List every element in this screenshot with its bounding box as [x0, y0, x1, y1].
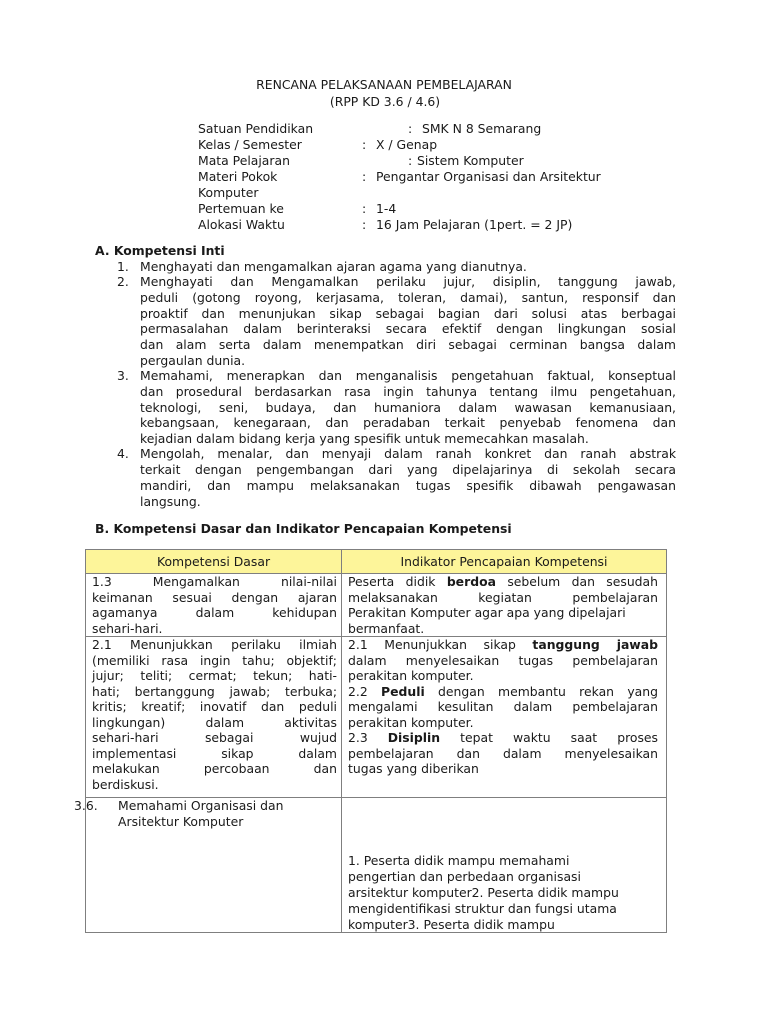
ipk-line: Perakitan Komputer agar apa yang dipelajari — [348, 605, 626, 620]
alokasi-colon: : — [362, 217, 367, 232]
pertemuan-value: 1-4 — [376, 201, 397, 216]
ipk-line: bermanfaat. — [348, 620, 425, 636]
mapel-label: Mata Pelajaran — [198, 153, 290, 168]
ipk-keyword: Disiplin — [387, 730, 441, 745]
ki-line: Menghayati dan mengamalkan ajaran agama yang dianutnya. — [140, 259, 527, 274]
document-subtitle: (RPP KD 3.6 / 4.6) — [329, 94, 441, 109]
ipk-cell — [342, 574, 667, 637]
document-title: RENCANA PELAKSANAAN PEMBELAJARAN — [256, 77, 512, 92]
kelas-label: Kelas / Semester — [198, 137, 302, 152]
satuan-value: SMK N 8 Semarang — [422, 121, 542, 136]
alokasi-value: 16 Jam Pelajaran (1pert. = 2 JP) — [376, 217, 573, 232]
kd-line: sehari-hari. — [92, 620, 163, 636]
header-indikator: Indikator Pencapaian Kompetensi — [342, 550, 667, 574]
materi-value-cont: Komputer — [198, 185, 259, 200]
kelas-colon: : — [362, 137, 367, 152]
ki-line: Memahami, menerapkan dan menganalisis pengetahuan faktual, konseptual — [140, 368, 676, 383]
ki-line: dan alam serta dalam menempatkan diri sebagai cerminan bangsa dalam — [140, 337, 676, 352]
section-a-heading: A. Kompetensi Inti — [95, 243, 225, 258]
kelas-value: X / Genap — [376, 137, 438, 152]
kd-number: 3.6. — [74, 798, 98, 813]
ipk-line: komputer3. Peserta didik mampu — [348, 917, 555, 932]
ipk-keyword: tanggung jawab — [532, 637, 658, 652]
ipk-line: perakitan komputer. — [348, 668, 474, 683]
ki-line: permasalahan dalam berinteraksi secara efektif dengan lingkungan sosial — [140, 321, 676, 336]
mapel-colon: : — [408, 153, 413, 168]
kd-cell — [74, 798, 342, 933]
satuan-label: Satuan Pendidikan — [198, 121, 314, 136]
kd-line: implementasi sikap dalam — [92, 745, 337, 761]
kd-line: (memiliki rasa ingin tahu; objektif; — [92, 652, 337, 668]
ki-line: terkait dengan pengembangan dari yang dipelajarinya di sekolah secara — [140, 462, 676, 477]
alokasi-label: Alokasi Waktu — [198, 217, 285, 232]
pertemuan-colon: : — [362, 201, 367, 216]
ipk-cell — [342, 798, 667, 933]
ipk-line: mengidentifikasi struktur dan fungsi utama — [348, 901, 617, 916]
satuan-colon: : — [408, 121, 413, 136]
ki-line: pergaulan dunia. — [140, 353, 246, 368]
ipk-line: perakitan komputer. — [348, 714, 474, 730]
kd-line: melakukan percobaan dan — [92, 761, 337, 776]
mapel-value: Sistem Komputer — [417, 153, 524, 168]
ki-line: dan prosedural berdasarkan rasa ingin tahunya tentang ilmu pengetahuan, — [140, 384, 676, 399]
section-b-heading: B. Kompetensi Dasar dan Indikator Pencapaian Kompetensi — [95, 521, 512, 536]
materi-label: Materi Pokok — [198, 169, 278, 184]
ipk-line: 1. Peserta didik mampu memahami — [348, 853, 570, 868]
ipk-line: 2.1 Menunjukkan sikap tanggung jawab — [348, 637, 658, 652]
kd-line: Memahami Organisasi dan — [118, 798, 284, 813]
ki-number: 3. — [117, 368, 129, 383]
ipk-line: 2.3 Disiplin tepat waktu saat proses — [348, 730, 659, 745]
kd-line: kritis; kreatif; inovatif dan peduli — [92, 699, 337, 714]
ki-line: Mengolah, menalar, dan menyaji dalam ranah konkret dan ranah abstrak — [140, 446, 676, 461]
ipk-line: 2.2 Peduli dengan membantu rekan yang — [348, 683, 658, 699]
ipk-keyword: Peduli — [381, 683, 425, 699]
table-row — [86, 637, 667, 798]
kd-line: lingkungan) dalam aktivitas — [92, 714, 337, 730]
ipk-cell — [342, 637, 667, 798]
ipk-line: arsitektur komputer2. Peserta didik mampu — [348, 885, 619, 900]
ipk-keyword: berdoa — [446, 574, 496, 589]
kd-line: hati; bertanggung jawab; terbuka; — [92, 683, 337, 699]
materi-value: Pengantar Organisasi dan Arsitektur — [376, 169, 601, 184]
kd-line: Arsitektur Komputer — [118, 814, 244, 829]
table-row — [86, 574, 667, 637]
table-row — [86, 798, 667, 933]
ki-line: proaktif dan menunjukan sikap sebagai bagian dari solusi atas berbagai — [140, 306, 676, 321]
ki-line: kebangsaan, kenegaraan, dan peradaban terkait penyebab fenomena dan — [140, 415, 676, 430]
kd-line: keimanan sesuai dengan ajaran — [92, 589, 337, 605]
ipk-line: Peserta didik berdoa sebelum dan sesudah — [348, 574, 658, 589]
kd-line: 2.1 Menunjukkan perilaku ilmiah — [92, 637, 337, 652]
kd-line: agamanya dalam kehidupan — [92, 605, 337, 620]
materi-colon: : — [362, 169, 367, 184]
pertemuan-label: Pertemuan ke — [198, 201, 284, 216]
ipk-line: pembelajaran dan dalam menyelesaikan — [348, 745, 658, 761]
kd-cell — [86, 637, 342, 798]
table-header-row — [86, 550, 667, 574]
ipk-line: mengalami kesulitan dalam pembelajaran — [348, 699, 658, 714]
ki-line: kejadian dalam bidang kerja yang spesifik untuk memecahkan masalah. — [140, 431, 589, 446]
ipk-line: tugas yang diberikan — [348, 761, 479, 776]
ki-line: mandiri, dan mampu melaksanakan tugas spesifik dibawah pengawasan — [140, 478, 676, 493]
ki-number: 4. — [117, 446, 129, 461]
ipk-line: melaksanakan kegiatan pembelajaran — [348, 589, 658, 605]
header-kompetensi-dasar: Kompetensi Dasar — [86, 550, 342, 574]
kd-cell — [86, 574, 342, 637]
kd-line: sehari-hari sebagai wujud — [92, 730, 337, 745]
ki-line: langsung. — [140, 494, 201, 509]
kd-line: berdiskusi. — [92, 776, 159, 792]
kd-ipk-table — [74, 549, 667, 933]
ki-number: 1. — [117, 259, 129, 274]
ki-line: peduli (gotong royong, kerjasama, toleran, damai), santun, responsif dan — [140, 290, 676, 305]
ki-line: teknologi, seni, budaya, dan humaniora dalam wawasan kemanusiaan, — [140, 400, 676, 415]
ipk-line: dalam menyelesaikan tugas pembelajaran — [348, 652, 658, 668]
kd-line: jujur; teliti; cermat; tekun; hati- — [92, 668, 337, 683]
ki-line: Menghayati dan Mengamalkan perilaku jujur, disiplin, tanggung jawab, — [140, 274, 676, 289]
ipk-line: pengertian dan perbedaan organisasi — [348, 869, 581, 884]
ki-number: 2. — [117, 274, 129, 289]
kd-line: 1.3 Mengamalkan nilai-nilai — [92, 574, 337, 589]
